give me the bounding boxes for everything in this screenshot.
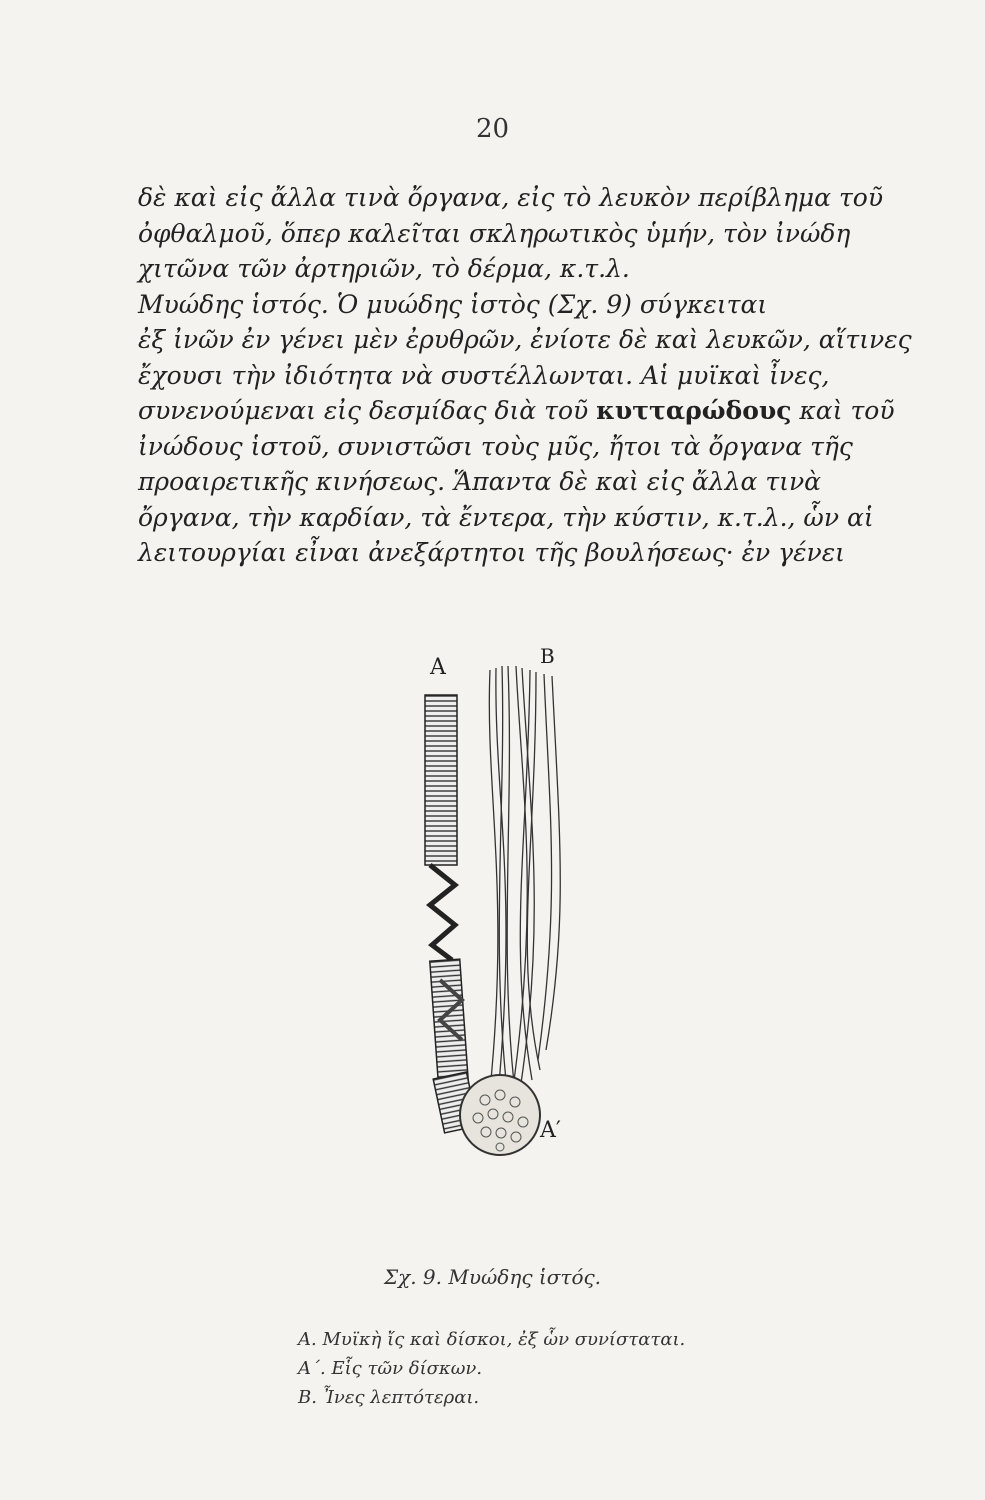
thin-fibers-b [489, 666, 560, 1102]
legend-item: Α. Μυϊκὴ ἴς καὶ δίσκοι, ἐξ ὧν συνίσταται. [298, 1329, 686, 1350]
text-line: ὄργανα, τὴν καρδίαν, τὰ ἔντερα, τὴν κύστιν, κ.τ.λ., ὧν αἱ [138, 502, 874, 532]
figure-legend [298, 1325, 798, 1412]
text-line: ἐξ ἰνῶν ἐν γένει μὲν ἐρυθρῶν, ἐνίοτε δὲ καὶ λευκῶν, αἵτινες [138, 325, 912, 354]
text-segment: καὶ τοῦ [791, 396, 895, 425]
text-line [138, 393, 895, 429]
text-line: λειτουργίαι εἶναι ἀνεξάρτητοι τῆς βουλήσεως· ἐν γένει [138, 538, 845, 567]
text-line: Μυώδης ἱστός. Ὁ μυώδης ἱστὸς (Σχ. 9) σύγκειται [138, 289, 768, 319]
bold-term: κυτταρώδους [596, 396, 792, 425]
text-line: ἰνώδους ἱστοῦ, συνιστῶσι τοὺς μῦς, ἤτοι τὰ ὄργανα τῆς [138, 431, 853, 461]
figure-caption: Σχ. 9. Μυώδης ἱστός. [383, 1265, 602, 1289]
disc-cross-section [460, 1075, 540, 1155]
body-text [138, 180, 912, 571]
text-line: ἔχουσι τὴν ἰδιότητα νὰ συστέλλωνται. Αἱ μυϊκαὶ ἶνες, [138, 360, 830, 390]
text-segment: συνενούμεναι εἰς δεσμίδας διὰ τοῦ [138, 396, 597, 425]
text-line: ὀφθαλμοῦ, ὅπερ καλεῖται σκληρωτικὸς ὑμήν, τὸν ἰνώδη [138, 218, 851, 248]
figure-label-b: B [540, 644, 555, 668]
legend-item: Β. Ἶνες λεπτότεραι. [298, 1387, 480, 1408]
muscle-fiber-illustration [390, 640, 610, 1160]
page-number: 20 [475, 114, 510, 144]
text-line: προαιρετικῆς κινήσεως. Ἅπαντα δὲ καὶ εἰς ἄλλα τινὰ [138, 467, 822, 496]
figure-label-a-prime: A′ [540, 1118, 561, 1143]
text-line: δὲ καὶ εἰς ἄλλα τινὰ ὄργανα, εἰς τὸ λευκὸν περίβλημα τοῦ [138, 183, 884, 212]
striated-fiber-a [425, 695, 478, 1133]
text-line: χιτῶνα τῶν ἀρτηριῶν, τὸ δέρμα, κ.τ.λ. [138, 254, 630, 283]
legend-item: Α΄. Εἷς τῶν δίσκων. [298, 1358, 483, 1379]
figure-label-a: A [430, 655, 446, 680]
